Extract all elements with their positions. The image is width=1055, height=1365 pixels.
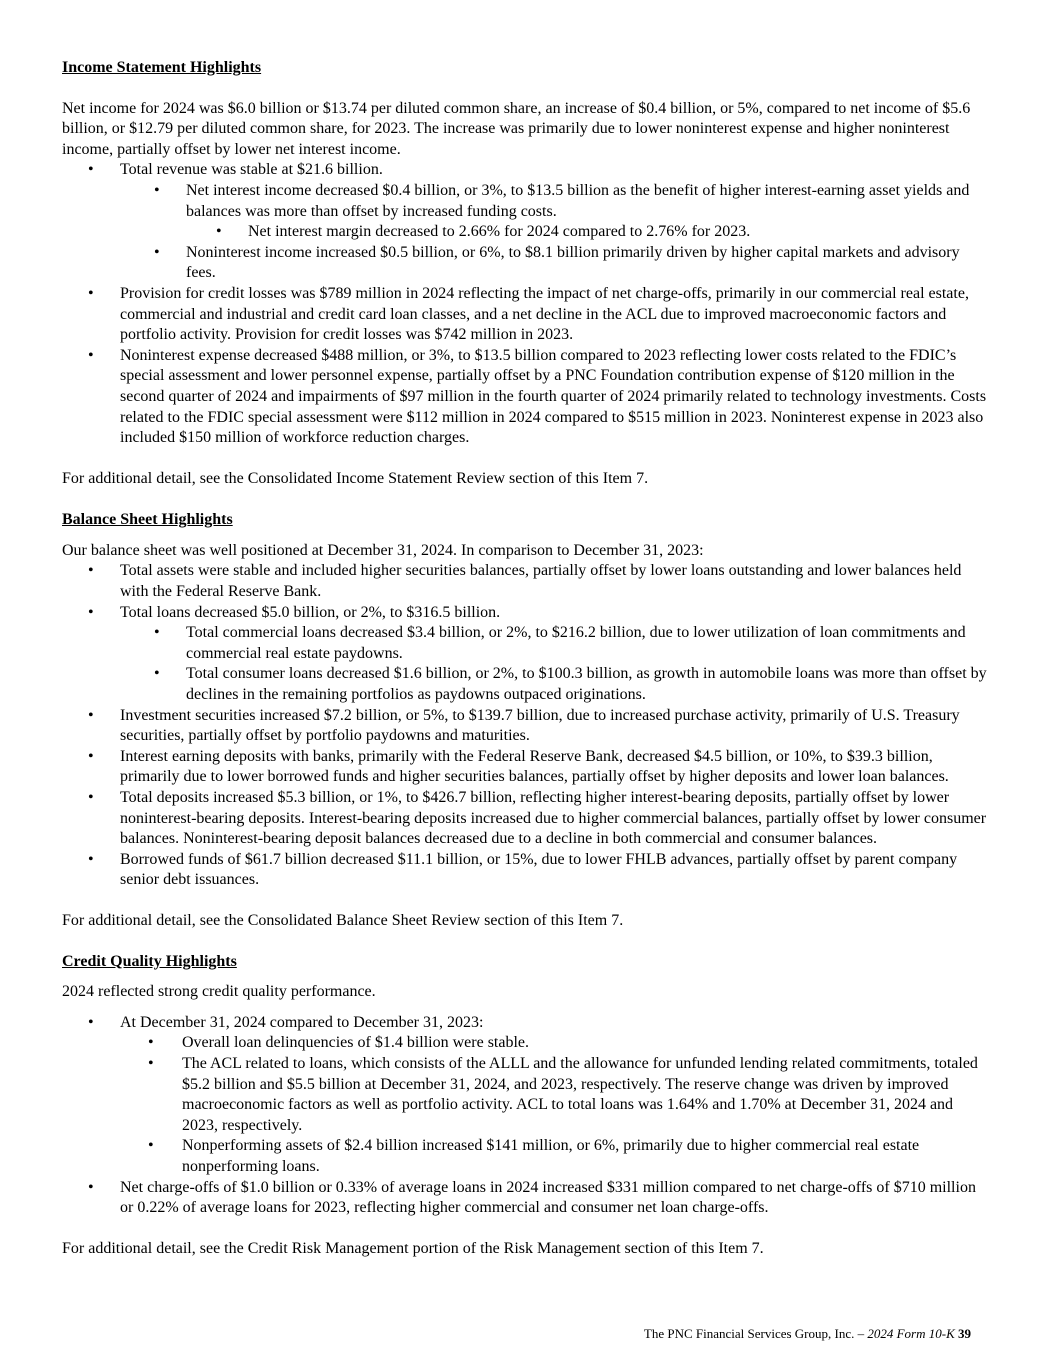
balance-intro: Our balance sheet was well positioned at December 31, 2024. In comparison to December 31, 2023: [62,541,704,559]
page-number: 39 [958,1326,971,1341]
list-item: • Interest earning deposits with banks, primarily with the Federal Reserve Bank, decreased $4.5 billion, or 10%, to $39.3 billion, primarily due to lower borrowed funds and higher securities balances, partially offset by higher deposits and lower loan balances. [62,747,992,788]
credit-detail: For additional detail, see the Credit Risk Management portion of the Risk Management section of this Item 7. [62,1239,764,1257]
balance-heading: Balance Sheet Highlights [62,511,233,529]
credit-intro: 2024 reflected strong credit quality performance. [62,983,376,1001]
credit-heading: Credit Quality Highlights [62,952,237,970]
list-item: • Net charge-offs of $1.0 billion or 0.33% of average loans in 2024 increased $331 million compared to net charge-offs of $710 million or 0.22% of average loans for 2023, reflecting higher commercial and consumer net loan charge-offs. [62,1178,992,1219]
list-item: • Net interest income decreased $0.4 billion, or 3%, to $13.5 billion as the benefit of higher interest-earning asset yields and balances was more than offset by increased funding costs. • Net interest margin decreased to 2.66% for 2024 compared to 2.76% for 2023. [120,181,992,243]
page-footer [644,1326,971,1342]
list-item: • Total consumer loans decreased $1.6 billion, or 2%, to $100.3 billion, as growth in automobile loans was more than offset by declines in the remaining portfolios as paydowns outpaced originations. [120,664,992,705]
income-intro: Net income for 2024 was $6.0 billion or $13.74 per diluted common share, an increase of $0.4 billion, or 5%, compared to net income of $5.6 billion, or $12.79 per diluted common share, for 2023. The increase was primarily due to lower noninterest expense and higher noninterest income, partially offset by lower net interest income. [62,99,971,158]
list-item: • Provision for credit losses was $789 million in 2024 reflecting the impact of net charge-offs, primarily in our commercial real estate, commercial and industrial and credit card loan classes, and a net decline in the ACL due to improved macroeconomic factors and portfolio activity. Provision for credit losses was $742 million in 2023. [62,284,992,346]
income-bullets [62,160,992,448]
list-item: • Noninterest income increased $0.5 billion, or 6%, to $8.1 billion primarily driven by higher capital markets and advisory fees. [120,243,992,284]
list-item: • Nonperforming assets of $2.4 billion increased $141 million, or 6%, primarily due to higher commercial real estate nonperforming loans. [120,1136,992,1177]
income-detail: For additional detail, see the Consolidated Income Statement Review section of this Item 7. [62,469,649,487]
list-item: • Total deposits increased $5.3 billion, or 1%, to $426.7 billion, reflecting higher interest-bearing deposits, partially offset by lower noninterest-bearing deposits. Interest-bearing deposits increased due to higher commercial balances, partially offset by lower consumer balances. Noninterest-bearing deposit balances decreased due to a decline in both commercial and consumer balances. [62,788,992,850]
list-item: • Overall loan delinquencies of $1.4 billion were stable. [120,1033,992,1054]
credit-bullets [62,1013,992,1219]
footer-company: The PNC Financial Services Group, Inc. – [643,1326,865,1341]
list-item: • Total loans decreased $5.0 billion, or 2%, to $316.5 billion. • Total commercial loans decreased $3.4 billion, or 2%, to $216.2 billion, due to lower utilization of loan commitments and commercial real estate paydowns. • Total consumer loans decreased $1.6 billion, or 2%, to $100.3 billion, as growth in automobile loans was more than offset by declines in the remaining portfolios as paydowns outpaced originations. [62,603,992,706]
balance-detail: For additional detail, see the Consolidated Balance Sheet Review section of this Item 7. [62,911,624,929]
document-page [62,58,992,1259]
income-heading: Income Statement Highlights [62,59,262,76]
balance-bullets [62,561,992,891]
list-item: • At December 31, 2024 compared to December 31, 2023: • Overall loan delinquencies of $1.4 billion were stable. • The ACL related to loans, which consists of the ALLL and the allowance for unfunded lending related commitments, totaled $5.2 billion and $5.5 billion at December 31, 2024, and 2023, respectively. The reserve change was driven by improved macroeconomic factors as well as portfolio activity. ACL to total loans was 1.64% and 1.70% at December 31, 2024 and 2023, respectively. • Nonperforming assets of $2.4 billion increased $141 million, or 6%, primarily due to higher commercial real estate nonperforming loans. [62,1013,992,1178]
list-item: • Borrowed funds of $61.7 billion decreased $11.1 billion, or 15%, due to lower FHLB advances, partially offset by parent company senior debt issuances. [62,850,992,891]
list-item: • Noninterest expense decreased $488 million, or 3%, to $13.5 billion compared to 2023 reflecting lower costs related to the FDIC’s special assessment and lower personnel expense, partially offset by a PNC Foundation contribution expense of $120 million in the second quarter of 2024 and impairments of $97 million in the fourth quarter of 2024 primarily related to technology investments. Costs related to the FDIC special assessment were $112 million in 2024 compared to $515 million in 2023. Noninterest expense in 2023 also included $150 million of workforce reduction charges. [62,346,992,449]
footer-form: 2024 Form 10-K [867,1326,955,1341]
list-item: • Net interest margin decreased to 2.66% for 2024 compared to 2.76% for 2023. [186,222,992,243]
list-item: • Total assets were stable and included higher securities balances, partially offset by lower loans outstanding and lower balances held with the Federal Reserve Bank. [62,561,992,602]
list-item: • Total revenue was stable at $21.6 billion. • Net interest income decreased $0.4 billion, or 3%, to $13.5 billion as the benefit of higher interest-earning asset yields and balances was more than offset by increased funding costs. • Net interest margin decreased to 2.66% for 2024 compared to 2.76% for 2023. • Noninterest income increased $0.5 billion, or 6%, to $8.1 billion primarily driven by higher capital markets and advisory fees. [62,160,992,284]
list-item: • Total commercial loans decreased $3.4 billion, or 2%, to $216.2 billion, due to lower utilization of loan commitments and commercial real estate paydowns. [120,623,992,664]
list-item: • Investment securities increased $7.2 billion, or 5%, to $139.7 billion, due to increased purchase activity, primarily of U.S. Treasury securities, partially offset by portfolio paydowns and maturities. [62,706,992,747]
list-item: • The ACL related to loans, which consists of the ALLL and the allowance for unfunded lending related commitments, totaled $5.2 billion and $5.5 billion at December 31, 2024, and 2023, respectively. The reserve change was driven by improved macroeconomic factors as well as portfolio activity. ACL to total loans was 1.64% and 1.70% at December 31, 2024 and 2023, respectively. [120,1054,992,1136]
